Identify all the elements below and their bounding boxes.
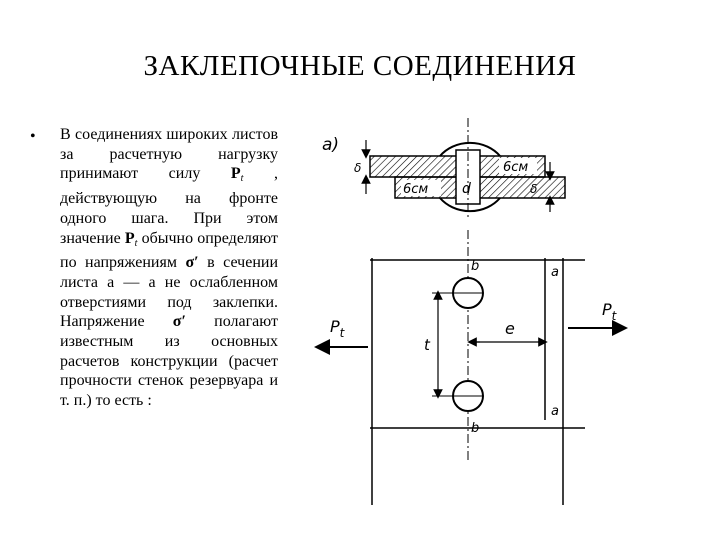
riveted-joint-drawing: [300, 110, 700, 520]
text-part-4: в сечении листа а — а не ослабленном отверстиями под заклепки. Напряжение: [60, 254, 278, 331]
slide-title: ЗАКЛЕПОЧНЫЕ СОЕДИНЕНИЯ: [143, 50, 577, 82]
label-a-top: a: [551, 265, 559, 280]
text-part-5: полагают известным из основных расчетов конструкции (расчет прочности стенок резервуара и т. п.) то есть :: [60, 313, 278, 410]
label-e: e: [505, 319, 515, 338]
label-p-right-subscript: t: [611, 309, 617, 323]
label-b-top: b: [471, 259, 480, 274]
bullet-marker: •: [30, 128, 36, 145]
plan-view: [322, 230, 620, 505]
label-a-section: а): [322, 135, 340, 155]
section-view: [322, 118, 565, 220]
symbol-sigma: σ′: [185, 254, 199, 272]
label-p-left-subscript: t: [339, 326, 345, 340]
bullet-text: [60, 125, 278, 411]
label-a-bottom: a: [551, 404, 559, 419]
label-p-left: [330, 317, 346, 340]
label-p-left-symbol: P: [330, 317, 340, 336]
label-delta-right: δ: [530, 182, 538, 196]
label-p-right-symbol: P: [602, 300, 612, 319]
symbol-p-t-subscript: t: [240, 173, 244, 185]
label-d: d: [462, 181, 471, 197]
symbol-p-t-2: P: [124, 229, 135, 247]
text-part-1: В соединениях широких листов за расчетную нагрузку принимают силу: [60, 126, 278, 183]
label-t: t: [424, 336, 430, 354]
label-delta-left: δ: [354, 161, 362, 175]
label-b-bottom: b: [471, 421, 480, 436]
symbol-p-t: P: [230, 165, 241, 183]
text-part-2: , действующую на фронте одного шага. При этом значение: [60, 165, 278, 247]
label-6sm-bottom: 6см: [403, 182, 429, 197]
text-part-3: обычно определяют по напряжениям: [60, 229, 279, 272]
symbol-p-t-2-subscript: t: [134, 237, 138, 249]
symbol-sigma-2: σ′: [172, 313, 186, 331]
label-6sm-top: 6см: [503, 160, 529, 175]
riveted-joint-figure: [300, 110, 700, 520]
label-p-right: [602, 300, 618, 323]
